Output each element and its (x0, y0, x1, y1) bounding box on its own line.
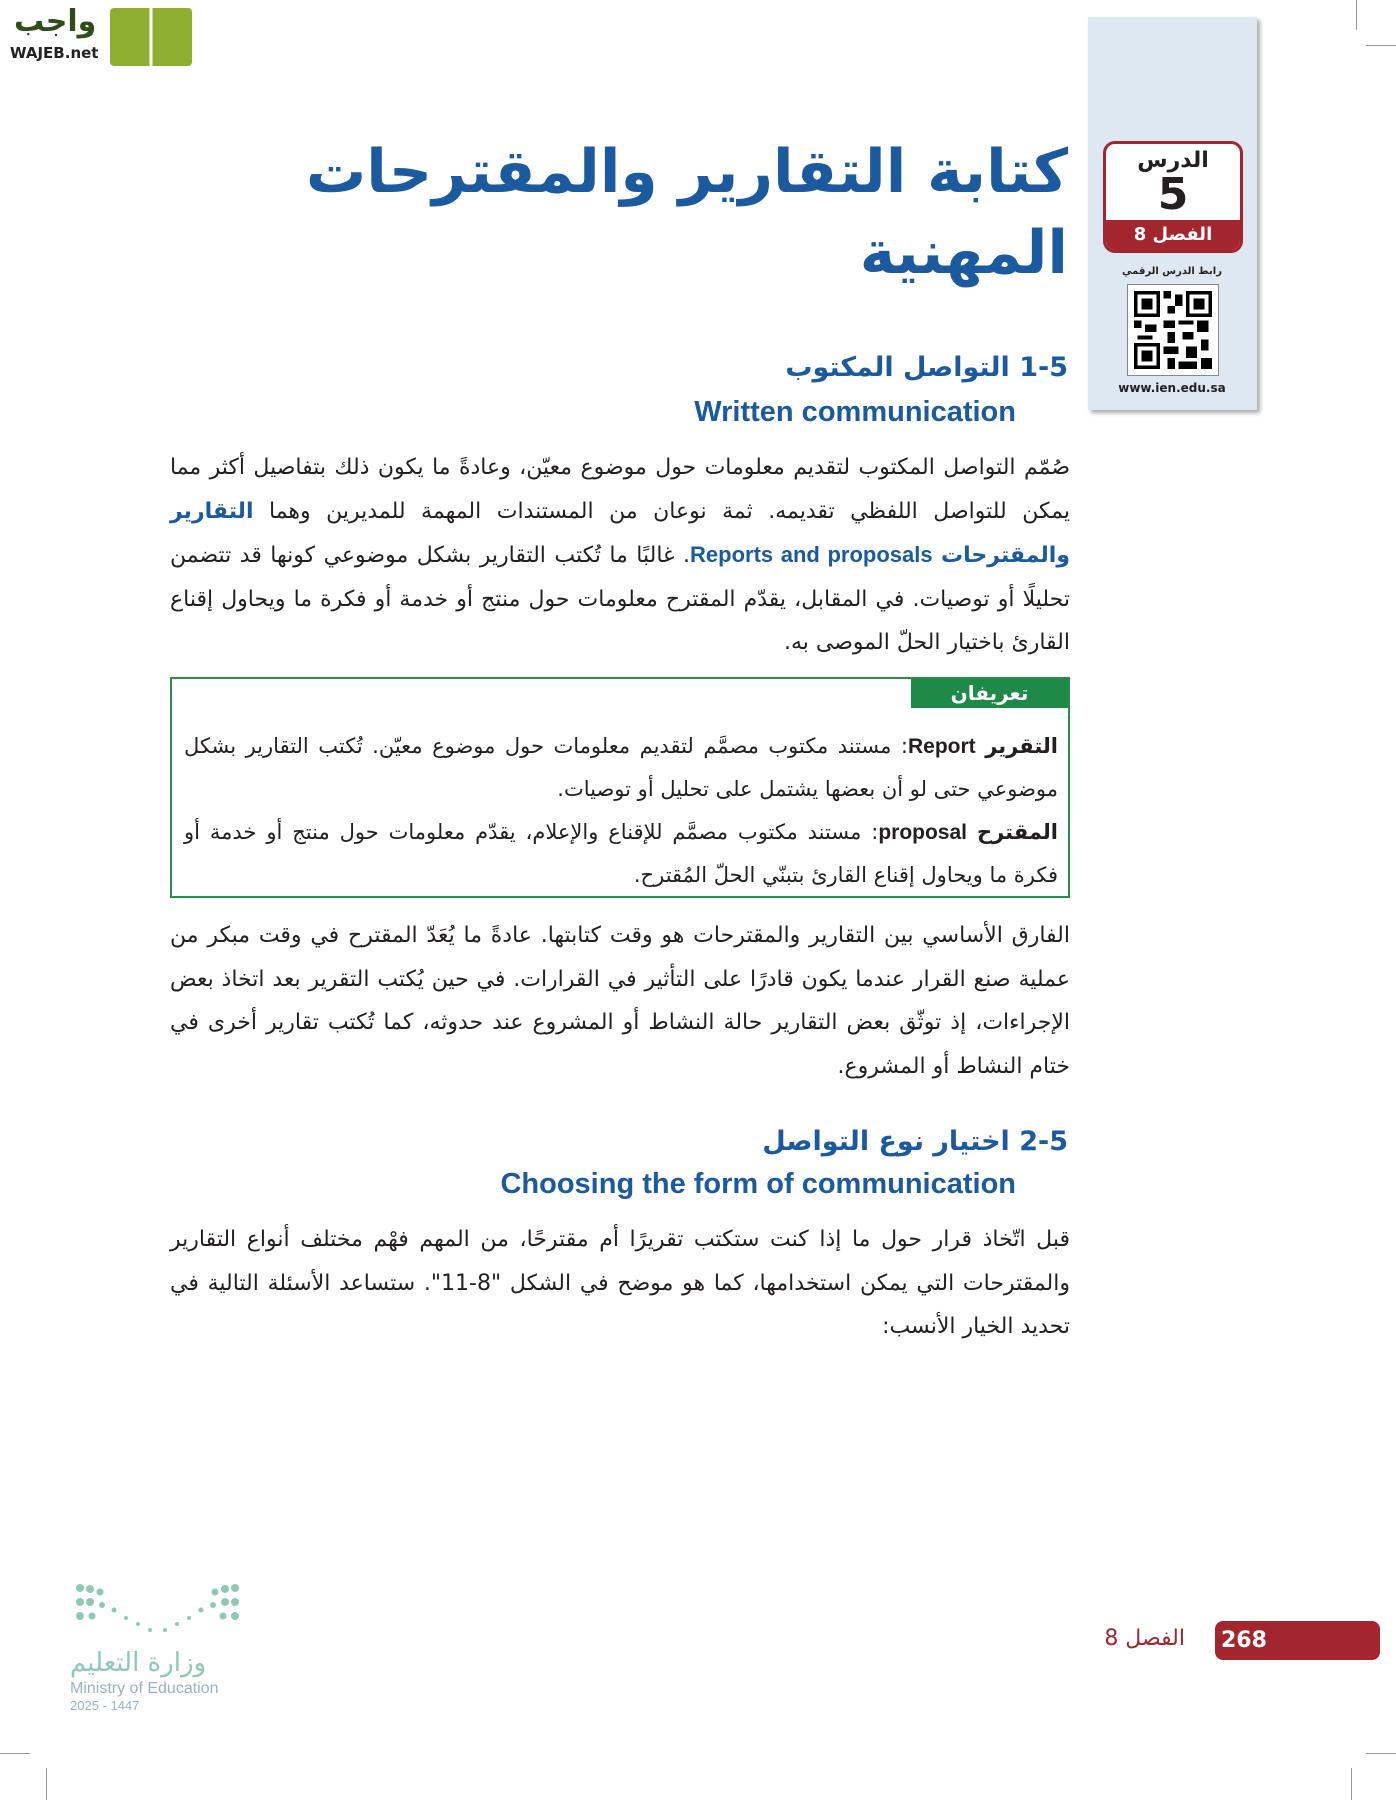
term-ar: التقارير والمقترحات (170, 498, 1070, 568)
section2-heading-ar: 2-5 اختيار نوع التواصل (762, 1126, 1068, 1157)
wajeb-logo[interactable] (6, 4, 190, 66)
footer-chapter: الفصل 8 (1104, 1626, 1185, 1651)
ministry-dots-icon (70, 1580, 245, 1640)
definition-report (184, 725, 1058, 811)
year: 2025 - 1447 (70, 1698, 140, 1713)
section2-paragraph1: قبل اتّخاذ قرار حول ما إذا كنت ستكتب تقريرًا أم مقترحًا، من المهم فهْم مختلف أنواع التقارير والمقترحات التي يمكن استخدامها، كما هو موضح في الشكل "8-11". ستساعد الأسئلة التالية في تحديد الخيار الأنسب: (170, 1227, 1070, 1339)
definitions-header: تعريفان (911, 679, 1068, 708)
lesson-url-link[interactable]: www.ien.edu.sa (1118, 381, 1226, 395)
definitions-box (170, 677, 1070, 898)
page-number: 268 (1215, 1621, 1380, 1660)
term-en: Reports and proposals (690, 542, 933, 567)
section1-paragraph2: الفارق الأساسي بين التقارير والمقترحات هو وقت كتابتها. عادةً ما يُعَدّ المقترح في وقت مبكر من عملية صنع القرار عندما يكون قادرًا على التأثير في القرارات. في حين يُكتب التقرير بعد اتخاذ بعض الإجراءات، إذ توثّق بعض التقارير حالة النشاط أو المشروع عند حدوثه، كما تُكتب تقارير أخرى في ختام النشاط أو المشروع. (170, 923, 1070, 1079)
term-ar: المقترح (976, 820, 1058, 844)
definition-proposal (184, 811, 1058, 897)
logo-english: WAJEB.net (10, 44, 99, 62)
qr-label: رابط الدرس الرقمي (1122, 266, 1222, 277)
term-en: proposal (878, 821, 968, 844)
qr-code-icon[interactable] (1127, 284, 1219, 376)
term-ar: التقرير (985, 734, 1058, 758)
text: صُمّم التواصل المكتوب لتقديم معلومات حول موضوع معيّن، وعادةً ما يكون ذلك بتفاصيل أكثر مما يمكن للتواصل اللفظي تقديمه. ثمة نوعان من المستندات المهمة للمديرين وهما (170, 455, 1070, 524)
chapter-label: الفصل 8 (1106, 220, 1240, 250)
definition-text: : مستند مكتوب مصمَّم للإقناع والإعلام، يقدّم معلومات حول منتج أو خدمة أو فكرة ما ويحاول إقناع القارئ بتبنّي الحلّ المُقترح. (184, 820, 1058, 887)
definition-text: : مستند مكتوب مصمَّم لتقديم معلومات حول موضوع معيّن. تُكتب التقارير بشكل موضوعي حتى لو أن بعضها يشتمل على تحليل أو توصيات. (184, 734, 1058, 801)
page-title-line1: كتابة التقارير والمقترحات (306, 137, 1068, 207)
lesson-number: 5 (1157, 169, 1189, 220)
term-en: Report (908, 735, 976, 758)
ministry-logo (70, 1580, 260, 1713)
section1-paragraph1 (170, 446, 1070, 665)
text: . غالبًا ما تُكتب التقارير بشكل موضوعي كونها قد تتضمن تحليلًا أو توصيات. في المقابل، يقدّم المقترح معلومات حول منتج أو خدمة أو فكرة ما ويحاول إقناع القارئ باختيار الحلّ الموصى به. (170, 543, 1070, 655)
lesson-label: الدرس (1137, 148, 1209, 173)
book-icon (110, 8, 192, 66)
lesson-badge (1103, 141, 1243, 253)
ministry-name-en: Ministry of Education (70, 1680, 219, 1697)
section1-heading-ar: 1-5 التواصل المكتوب (785, 352, 1068, 383)
section2-heading-en: Choosing the form of communication (500, 1168, 1016, 1200)
logo-arabic: واجب (14, 4, 97, 39)
ministry-name-ar: وزارة التعليم (70, 1648, 207, 1678)
page-title-line2: المهنية (859, 218, 1068, 288)
section1-heading-en: Written communication (694, 396, 1016, 428)
